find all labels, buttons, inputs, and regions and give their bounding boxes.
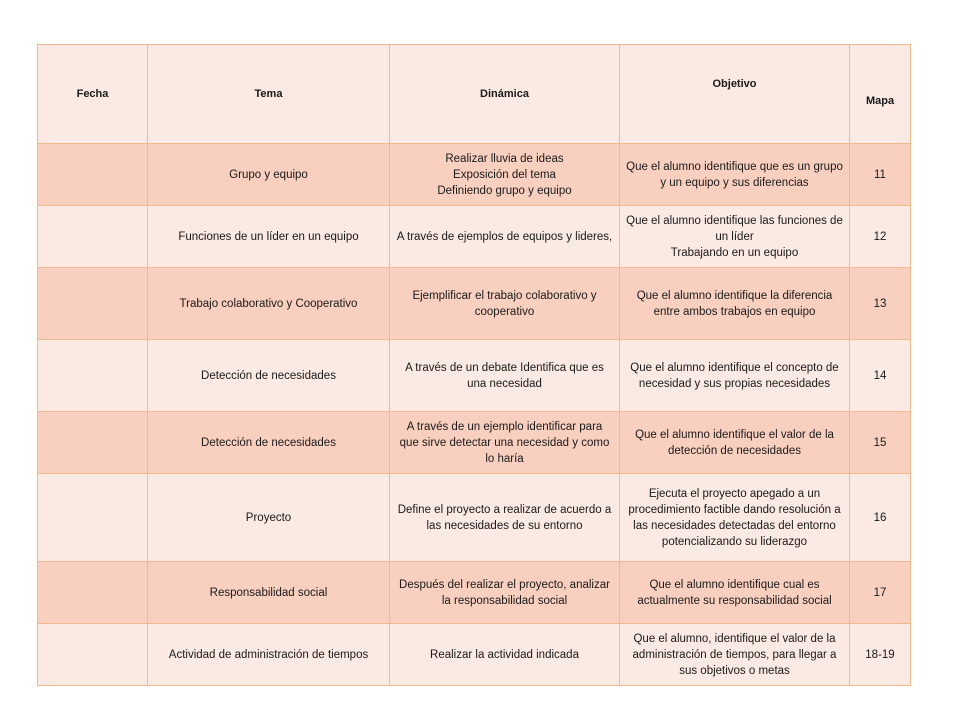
cell-dinamica: Define el proyecto a realizar de acuerdo a las necesidades de su entorno (390, 474, 620, 562)
cell-mapa: 15 (850, 412, 911, 474)
header-tema: Tema (148, 45, 390, 144)
cell-objetivo: Ejecuta el proyecto apegado a un procedimiento factible dando resolución a las necesidades detectadas del entorno potencializando su liderazgo (620, 474, 850, 562)
cell-mapa: 14 (850, 340, 911, 412)
cell-mapa: 16 (850, 474, 911, 562)
cell-objetivo: Que el alumno identifique el concepto de necesidad y sus propias necesidades (620, 340, 850, 412)
cell-objetivo: Que el alumno identifique cual es actualmente su responsabilidad social (620, 562, 850, 624)
cell-fecha (38, 206, 148, 268)
cell-mapa: 13 (850, 268, 911, 340)
cell-dinamica: A través de un debate Identifica que es una necesidad (390, 340, 620, 412)
cell-objetivo: Que el alumno identifique el valor de la detección de necesidades (620, 412, 850, 474)
cell-dinamica: Ejemplificar el trabajo colaborativo y cooperativo (390, 268, 620, 340)
cell-mapa: 12 (850, 206, 911, 268)
activities-table (37, 44, 911, 686)
header-objetivo: Objetivo (620, 45, 850, 144)
cell-objetivo: Que el alumno identifique las funciones de un líder Trabajando en un equipo (620, 206, 850, 268)
table-row (38, 412, 911, 474)
table-header-row (38, 45, 911, 144)
cell-fecha (38, 412, 148, 474)
table-row (38, 474, 911, 562)
cell-fecha (38, 624, 148, 686)
cell-dinamica: A través de ejemplos de equipos y lideres, (390, 206, 620, 268)
cell-dinamica: A través de un ejemplo identificar para que sirve detectar una necesidad y como lo haría (390, 412, 620, 474)
table-body (38, 144, 911, 686)
cell-tema: Detección de necesidades (148, 412, 390, 474)
cell-objetivo: Que el alumno identifique la diferencia entre ambos trabajos en equipo (620, 268, 850, 340)
cell-objetivo: Que el alumno identifique que es un grupo y un equipo y sus diferencias (620, 144, 850, 206)
header-mapa: Mapa (850, 45, 911, 144)
table-row (38, 624, 911, 686)
cell-fecha (38, 144, 148, 206)
cell-fecha (38, 340, 148, 412)
cell-tema: Actividad de administración de tiempos (148, 624, 390, 686)
cell-tema: Detección de necesidades (148, 340, 390, 412)
header-dinamica: Dinámica (390, 45, 620, 144)
cell-dinamica: Realizar lluvia de ideas Exposición del tema Definiendo grupo y equipo (390, 144, 620, 206)
activities-table-container (37, 44, 910, 686)
table-row (38, 206, 911, 268)
table-row (38, 144, 911, 206)
cell-tema: Proyecto (148, 474, 390, 562)
table-row (38, 268, 911, 340)
cell-fecha (38, 562, 148, 624)
cell-tema: Grupo y equipo (148, 144, 390, 206)
cell-dinamica: Realizar la actividad indicada (390, 624, 620, 686)
cell-objetivo: Que el alumno, identifique el valor de la administración de tiempos, para llegar a sus objetivos o metas (620, 624, 850, 686)
cell-dinamica: Después del realizar el proyecto, analizar la responsabilidad social (390, 562, 620, 624)
cell-mapa: 18-19 (850, 624, 911, 686)
cell-tema: Funciones de un líder en un equipo (148, 206, 390, 268)
cell-tema: Responsabilidad social (148, 562, 390, 624)
table-row (38, 340, 911, 412)
cell-fecha (38, 474, 148, 562)
header-fecha: Fecha (38, 45, 148, 144)
cell-fecha (38, 268, 148, 340)
cell-mapa: 11 (850, 144, 911, 206)
cell-mapa: 17 (850, 562, 911, 624)
table-row (38, 562, 911, 624)
cell-tema: Trabajo colaborativo y Cooperativo (148, 268, 390, 340)
